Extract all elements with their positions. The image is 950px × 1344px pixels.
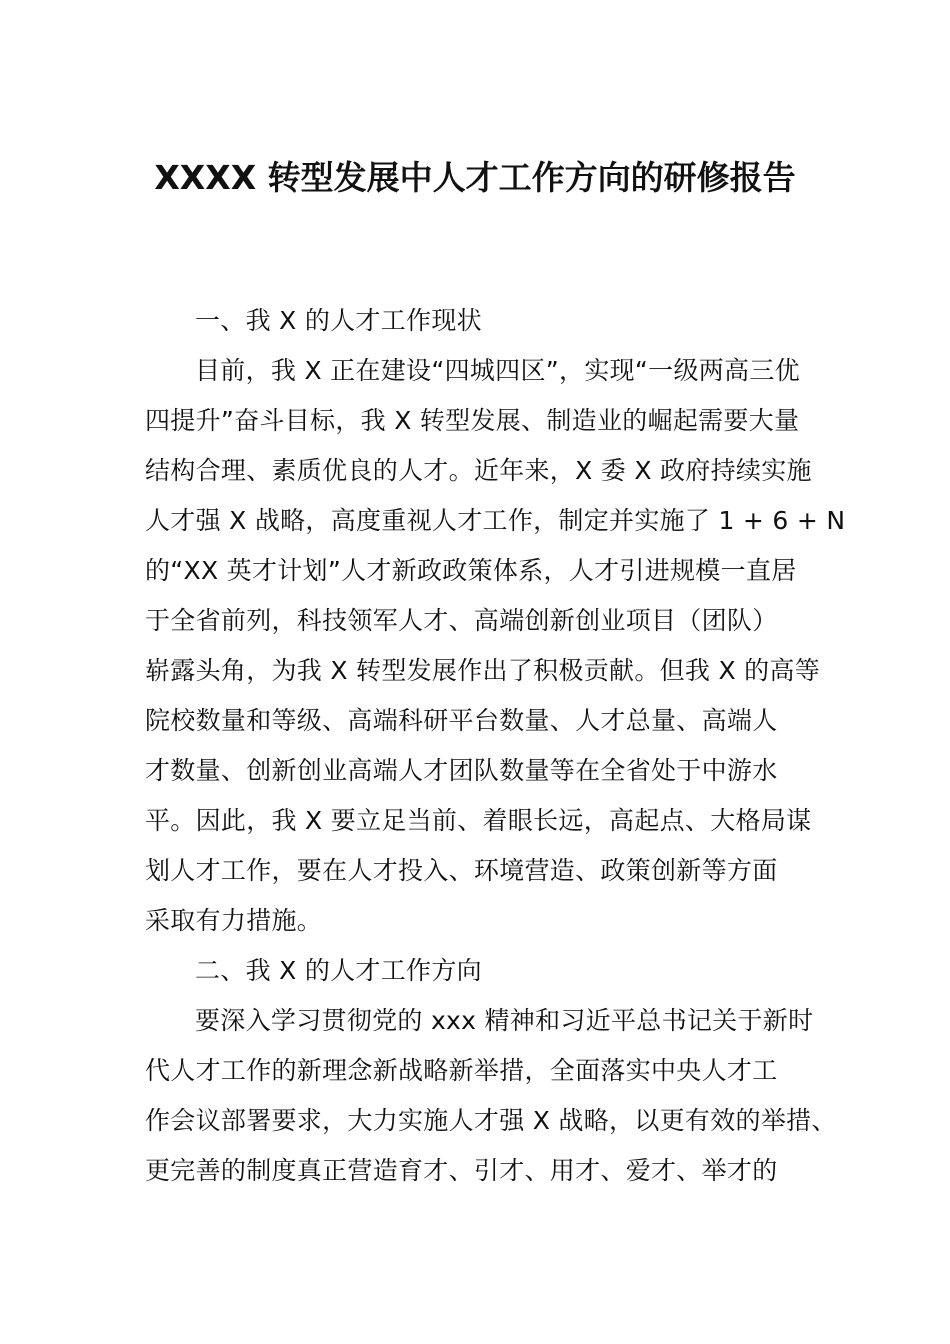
paragraph-line: 要深入学习贯彻党的 xxx 精神和习近平总书记关于新时	[195, 1006, 814, 1035]
paragraph-line: 的“XX 英才计划”人才新政政策体系，人才引进规模一直居	[145, 556, 797, 585]
paragraph-line: 院校数量和等级、高端科研平台数量、人才总量、高端人	[145, 706, 778, 735]
paragraph-line: 崭露头角，为我 X 转型发展作出了积极贡献。但我 X 的高等	[145, 656, 821, 685]
section-heading: 二、我 X 的人才工作方向	[195, 956, 482, 985]
paragraph-line: 结构合理、素质优良的人才。近年来，X 委 X 政府持续实施	[145, 456, 812, 485]
section-heading: 一、我 X 的人才工作现状	[195, 306, 482, 335]
paragraph-line: 平。因此，我 X 要立足当前、着眼长远，高起点、大格局谋	[145, 806, 812, 835]
document-title: XXXX 转型发展中人才工作方向的研修报告	[154, 158, 796, 197]
paragraph-line: 才数量、创新创业高端人才团队数量等在全省处于中游水	[145, 756, 778, 785]
paragraph-line: 采取有力措施。	[145, 906, 323, 935]
paragraph-line: 目前，我 X 正在建设“四城四区”，实现“一级两高三优	[195, 356, 800, 385]
paragraph-line: 更完善的制度真正营造育才、引才、用才、爱才、举才的	[145, 1156, 778, 1185]
paragraph-line: 于全省前列，科技领军人才、高端创新创业项目（团队）	[145, 606, 778, 635]
paragraph-line: 人才强 X 战略，高度重视人才工作，制定并实施了 1 + 6 + N	[145, 506, 846, 535]
paragraph-line: 代人才工作的新理念新战略新举措，全面落实中央人才工	[145, 1056, 778, 1085]
paragraph-line: 作会议部署要求，大力实施人才强 X 战略，以更有效的举措、	[145, 1106, 837, 1135]
paragraph-line: 划人才工作，要在人才投入、环境营造、政策创新等方面	[145, 856, 778, 885]
paragraph-line: 四提升”奋斗目标，我 X 转型发展、制造业的崛起需要大量	[145, 406, 800, 435]
document-body	[145, 296, 846, 1196]
